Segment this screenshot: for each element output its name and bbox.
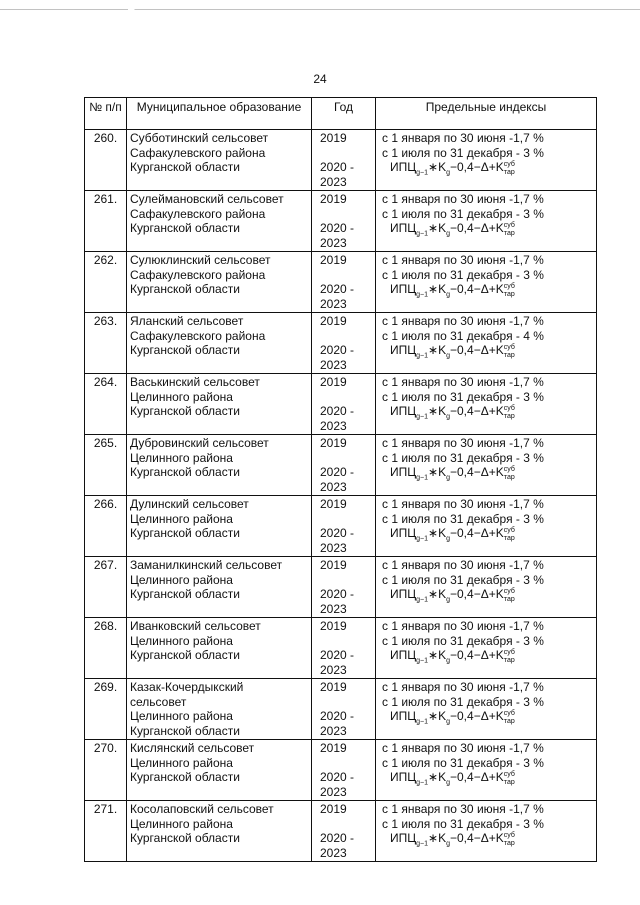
municipality-cell — [127, 130, 312, 191]
municipality-cell — [127, 496, 312, 557]
formula-mult: ∗ — [428, 282, 439, 296]
formula-k2: K — [495, 465, 504, 479]
year-cell — [312, 801, 376, 862]
year-cell — [312, 435, 376, 496]
formula-k2: K — [495, 343, 504, 357]
indices-cell — [376, 130, 597, 191]
index-first-half: с 1 января по 30 июня -1,7 % — [382, 436, 544, 450]
formula-rest: −0,4−Δ+ — [450, 221, 496, 235]
formula-k-tariff — [496, 221, 515, 239]
formula-k2: K — [495, 221, 504, 235]
formula-k2-sub: тар — [503, 474, 515, 481]
formula-k2-sub: тар — [503, 230, 515, 237]
formula-mult: ∗ — [428, 831, 439, 845]
year-first: 2019 — [320, 741, 347, 755]
formula-ipc: ИПЦ — [390, 404, 417, 418]
formula-ipc-sub: g−1 — [416, 779, 429, 787]
municipality-line: Курганской области — [130, 648, 240, 662]
municipality-cell — [127, 191, 312, 252]
index-second-half: с 1 июля по 31 декабря - 3 % — [382, 389, 544, 404]
row-number: 271. — [85, 801, 127, 862]
municipality-line: Целинного района — [130, 572, 233, 587]
row-number: 266. — [85, 496, 127, 557]
formula-ipc: ИПЦ — [390, 343, 417, 357]
index-formula — [382, 160, 593, 181]
municipality-cell — [127, 618, 312, 679]
municipality-line: Курганской области — [130, 587, 240, 601]
formula-k2-sub: тар — [503, 535, 515, 542]
indices-cell — [376, 191, 597, 252]
index-first-half: с 1 января по 30 июня -1,7 % — [382, 131, 544, 145]
formula-ipc-sub: g−1 — [416, 352, 429, 360]
indices-cell — [376, 618, 597, 679]
formula-mult: ∗ — [428, 221, 439, 235]
header-year: Год — [312, 98, 376, 130]
formula-ipc: ИПЦ — [390, 831, 417, 845]
formula-k-tariff — [496, 709, 515, 727]
formula-rest: −0,4−Δ+ — [450, 343, 496, 357]
formula-k-sub: g — [446, 169, 450, 177]
formula-ipc: ИПЦ — [390, 648, 417, 662]
formula-k2: K — [495, 404, 504, 418]
index-second-half: с 1 июля по 31 декабря - 3 % — [382, 755, 544, 770]
formula-k2-sub: тар — [503, 169, 515, 176]
formula-k2-sup: суб — [503, 832, 515, 839]
formula-mult: ∗ — [428, 404, 439, 418]
page-number: 24 — [313, 72, 327, 86]
formula-k2-sup: суб — [503, 161, 515, 168]
formula-ipc-sub: g−1 — [416, 169, 429, 177]
index-first-half: с 1 января по 30 июня -1,7 % — [382, 802, 544, 816]
municipality-line: Целинного района — [130, 709, 233, 723]
index-second-half: с 1 июля по 31 декабря - 3 % — [382, 572, 544, 587]
indices-cell — [376, 496, 597, 557]
year-cell — [312, 130, 376, 191]
formula-k-sub: g — [446, 230, 450, 238]
formula-k-sub: g — [446, 596, 450, 604]
formula-k-tariff — [496, 831, 515, 849]
formula-k-tariff — [496, 282, 515, 300]
formula-k2: K — [495, 282, 504, 296]
index-first-half: с 1 января по 30 июня -1,7 % — [382, 192, 544, 206]
formula-k2: K — [495, 160, 504, 174]
municipality-line: Целинного района — [130, 816, 233, 831]
year-first: 2019 — [320, 253, 347, 267]
formula-ipc: ИПЦ — [390, 709, 417, 723]
formula-k2: K — [495, 770, 504, 784]
formula-rest: −0,4−Δ+ — [450, 465, 496, 479]
formula-k: K — [438, 465, 447, 479]
year-first: 2019 — [320, 802, 347, 816]
formula-k2: K — [495, 526, 504, 540]
formula-k-sub: g — [446, 291, 450, 299]
formula-k: K — [438, 648, 447, 662]
municipality-line: Целинного района — [130, 633, 233, 648]
formula-ipc: ИПЦ — [390, 160, 417, 174]
municipality-line: Сафакулевского района — [130, 267, 266, 282]
row-number: 269. — [85, 679, 127, 740]
municipality-cell — [127, 801, 312, 862]
formula-k2-sub: тар — [503, 596, 515, 603]
formula-k: K — [438, 221, 447, 235]
formula-k2: K — [495, 831, 504, 845]
header-municipality: Муниципальное образование — [127, 98, 312, 130]
formula-k-tariff — [496, 465, 515, 483]
formula-ipc-sub: g−1 — [416, 596, 429, 604]
formula-k2-sup: суб — [503, 771, 515, 778]
municipality-cell — [127, 557, 312, 618]
index-second-half: с 1 июля по 31 декабря - 3 % — [382, 450, 544, 465]
formula-mult: ∗ — [428, 343, 439, 357]
municipality-line: Кислянский сельсовет — [130, 741, 255, 755]
municipality-line: Сулеймановский сельсовет — [130, 192, 284, 206]
formula-k: K — [438, 526, 447, 540]
index-formula — [382, 465, 593, 486]
index-second-half: с 1 июля по 31 декабря - 4 % — [382, 328, 544, 343]
formula-k2-sub: тар — [503, 413, 515, 420]
formula-k: K — [438, 587, 447, 601]
year-range: 2020 - 2023 — [320, 465, 355, 494]
table-row — [85, 130, 597, 191]
formula-ipc: ИПЦ — [390, 526, 417, 540]
formula-k-sub: g — [446, 352, 450, 360]
formula-ipc: ИПЦ — [390, 587, 417, 601]
formula-k2-sup: суб — [503, 222, 515, 229]
municipality-line: сельсовет — [130, 694, 187, 709]
formula-k: K — [438, 343, 447, 357]
municipality-line: Косолаповский сельсовет — [130, 802, 274, 816]
year-first: 2019 — [320, 497, 347, 511]
row-number: 270. — [85, 740, 127, 801]
year-first: 2019 — [320, 375, 347, 389]
indices-cell — [376, 374, 597, 435]
index-formula — [382, 404, 593, 425]
municipality-cell — [127, 740, 312, 801]
municipality-line: Курганской области — [130, 526, 240, 540]
index-formula — [382, 648, 593, 669]
year-range: 2020 - 2023 — [320, 221, 355, 250]
formula-mult: ∗ — [428, 587, 439, 601]
index-formula — [382, 709, 593, 730]
index-first-half: с 1 января по 30 июня -1,7 % — [382, 497, 544, 511]
table-row — [85, 313, 597, 374]
index-second-half: с 1 июля по 31 декабря - 3 % — [382, 694, 544, 709]
municipality-line: Васькинский сельсовет — [130, 375, 260, 389]
year-first: 2019 — [320, 619, 347, 633]
year-cell — [312, 374, 376, 435]
row-number: 263. — [85, 313, 127, 374]
formula-k2-sup: суб — [503, 466, 515, 473]
formula-ipc: ИПЦ — [390, 465, 417, 479]
indices-cell — [376, 435, 597, 496]
formula-ipc-sub: g−1 — [416, 718, 429, 726]
year-range: 2020 - 2023 — [320, 648, 355, 677]
municipality-line: Субботинский сельсовет — [130, 131, 269, 145]
formula-k-tariff — [496, 160, 515, 178]
municipality-line: Целинного района — [130, 389, 233, 404]
municipality-line: Курганской области — [130, 770, 240, 784]
formula-k2-sup: суб — [503, 649, 515, 656]
municipality-cell — [127, 374, 312, 435]
municipality-line: Курганской области — [130, 831, 240, 845]
municipality-cell — [127, 679, 312, 740]
index-first-half: с 1 января по 30 июня -1,7 % — [382, 680, 544, 694]
formula-k2-sup: суб — [503, 283, 515, 290]
formula-mult: ∗ — [428, 770, 439, 784]
index-first-half: с 1 января по 30 июня -1,7 % — [382, 375, 544, 389]
row-number: 268. — [85, 618, 127, 679]
index-formula — [382, 526, 593, 547]
formula-k2: K — [495, 648, 504, 662]
formula-k-tariff — [496, 770, 515, 788]
index-first-half: с 1 января по 30 июня -1,7 % — [382, 253, 544, 267]
formula-rest: −0,4−Δ+ — [450, 526, 496, 540]
formula-rest: −0,4−Δ+ — [450, 709, 496, 723]
year-first: 2019 — [320, 558, 347, 572]
index-first-half: с 1 января по 30 июня -1,7 % — [382, 619, 544, 633]
index-formula — [382, 587, 593, 608]
municipality-line: Курганской области — [130, 221, 240, 235]
formula-k2: K — [495, 709, 504, 723]
formula-k-sub: g — [446, 779, 450, 787]
municipality-line: Иванковский сельсовет — [130, 619, 261, 633]
formula-ipc-sub: g−1 — [416, 230, 429, 238]
municipality-line: Курганской области — [130, 160, 240, 174]
header-indices: Предельные индексы — [376, 98, 597, 130]
index-second-half: с 1 июля по 31 декабря - 3 % — [382, 145, 544, 160]
index-formula — [382, 831, 593, 852]
year-cell — [312, 313, 376, 374]
year-first: 2019 — [320, 680, 347, 694]
municipality-cell — [127, 435, 312, 496]
year-cell — [312, 496, 376, 557]
municipality-line: Сафакулевского района — [130, 206, 266, 221]
row-number: 264. — [85, 374, 127, 435]
year-range: 2020 - 2023 — [320, 526, 355, 555]
formula-k2-sub: тар — [503, 840, 515, 847]
formula-mult: ∗ — [428, 465, 439, 479]
formula-rest: −0,4−Δ+ — [450, 770, 496, 784]
municipality-line: Сафакулевского района — [130, 328, 266, 343]
year-cell — [312, 740, 376, 801]
formula-mult: ∗ — [428, 526, 439, 540]
formula-ipc: ИПЦ — [390, 770, 417, 784]
index-formula — [382, 770, 593, 791]
municipality-line: Сулюклинский сельсовет — [130, 253, 271, 267]
year-range: 2020 - 2023 — [320, 282, 355, 311]
municipality-line: Целинного района — [130, 511, 233, 526]
year-first: 2019 — [320, 436, 347, 450]
formula-ipc-sub: g−1 — [416, 413, 429, 421]
municipality-line: Целинного района — [130, 755, 233, 770]
formula-k2-sup: суб — [503, 344, 515, 351]
indices-cell — [376, 557, 597, 618]
formula-k-sub: g — [446, 718, 450, 726]
formula-k-tariff — [496, 648, 515, 666]
formula-k2-sup: суб — [503, 405, 515, 412]
formula-k2-sub: тар — [503, 657, 515, 664]
year-range: 2020 - 2023 — [320, 831, 355, 860]
table-header-row — [85, 98, 597, 130]
formula-k-sub: g — [446, 474, 450, 482]
formula-k: K — [438, 709, 447, 723]
formula-ipc-sub: g−1 — [416, 657, 429, 665]
row-number: 265. — [85, 435, 127, 496]
row-number: 262. — [85, 252, 127, 313]
municipality-line: Курганской области — [130, 465, 240, 479]
table-row — [85, 496, 597, 557]
formula-k-tariff — [496, 587, 515, 605]
formula-k-tariff — [496, 404, 515, 422]
formula-k2-sub: тар — [503, 352, 515, 359]
year-first: 2019 — [320, 192, 347, 206]
year-cell — [312, 679, 376, 740]
formula-k2-sup: суб — [503, 588, 515, 595]
year-cell — [312, 252, 376, 313]
row-number: 260. — [85, 130, 127, 191]
formula-k2-sub: тар — [503, 291, 515, 298]
formula-k-sub: g — [446, 657, 450, 665]
formula-rest: −0,4−Δ+ — [450, 587, 496, 601]
row-number: 267. — [85, 557, 127, 618]
table-row — [85, 801, 597, 862]
table-row — [85, 191, 597, 252]
formula-k: K — [438, 404, 447, 418]
tariff-index-table — [84, 97, 597, 862]
formula-k-tariff — [496, 526, 515, 544]
table-row — [85, 374, 597, 435]
formula-ipc-sub: g−1 — [416, 291, 429, 299]
formula-k2-sup: суб — [503, 710, 515, 717]
formula-rest: −0,4−Δ+ — [450, 648, 496, 662]
index-second-half: с 1 июля по 31 декабря - 3 % — [382, 267, 544, 282]
formula-k: K — [438, 831, 447, 845]
index-formula — [382, 343, 593, 364]
formula-mult: ∗ — [428, 648, 439, 662]
index-second-half: с 1 июля по 31 декабря - 3 % — [382, 633, 544, 648]
index-second-half: с 1 июля по 31 декабря - 3 % — [382, 511, 544, 526]
scan-top-rule — [0, 9, 640, 10]
municipality-line: Казак-Кочердыкский — [130, 680, 244, 694]
index-formula — [382, 282, 593, 303]
formula-k: K — [438, 160, 447, 174]
indices-cell — [376, 313, 597, 374]
year-range: 2020 - 2023 — [320, 404, 355, 433]
municipality-line: Сафакулевского района — [130, 145, 266, 160]
indices-cell — [376, 679, 597, 740]
year-range: 2020 - 2023 — [320, 770, 355, 799]
table-row — [85, 557, 597, 618]
table-body — [85, 130, 597, 862]
indices-cell — [376, 740, 597, 801]
index-first-half: с 1 января по 30 июня -1,7 % — [382, 314, 544, 328]
formula-k: K — [438, 282, 447, 296]
header-num: № п/п — [85, 98, 127, 130]
municipality-line: Дубровинский сельсовет — [130, 436, 269, 450]
indices-cell — [376, 252, 597, 313]
municipality-line: Целинного района — [130, 450, 233, 465]
municipality-line: Курганской области — [130, 723, 240, 738]
formula-ipc-sub: g−1 — [416, 535, 429, 543]
index-second-half: с 1 июля по 31 декабря - 3 % — [382, 816, 544, 831]
formula-ipc: ИПЦ — [390, 221, 417, 235]
year-range: 2020 - 2023 — [320, 587, 355, 616]
formula-k-sub: g — [446, 413, 450, 421]
table-row — [85, 618, 597, 679]
formula-ipc-sub: g−1 — [416, 840, 429, 848]
formula-k2-sub: тар — [503, 718, 515, 725]
municipality-line: Курганской области — [130, 404, 240, 418]
year-range: 2020 - 2023 — [320, 343, 355, 372]
year-first: 2019 — [320, 131, 347, 145]
formula-rest: −0,4−Δ+ — [450, 282, 496, 296]
table-row — [85, 740, 597, 801]
year-cell — [312, 618, 376, 679]
table-row — [85, 252, 597, 313]
year-cell — [312, 191, 376, 252]
formula-k2: K — [495, 587, 504, 601]
municipality-line: Курганской области — [130, 282, 240, 296]
formula-rest: −0,4−Δ+ — [450, 404, 496, 418]
indices-cell — [376, 801, 597, 862]
formula-rest: −0,4−Δ+ — [450, 831, 496, 845]
municipality-line: Курганской области — [130, 343, 240, 357]
formula-k: K — [438, 770, 447, 784]
year-range: 2020 - 2023 — [320, 709, 355, 738]
year-range: 2020 - 2023 — [320, 160, 355, 189]
table-row — [85, 435, 597, 496]
index-second-half: с 1 июля по 31 декабря - 3 % — [382, 206, 544, 221]
formula-k-sub: g — [446, 840, 450, 848]
formula-rest: −0,4−Δ+ — [450, 160, 496, 174]
year-first: 2019 — [320, 314, 347, 328]
municipality-line: Дулинский сельсовет — [130, 497, 249, 511]
formula-k2-sub: тар — [503, 779, 515, 786]
municipality-line: Заманилкинский сельсовет — [130, 558, 283, 572]
formula-ipc-sub: g−1 — [416, 474, 429, 482]
table-row — [85, 679, 597, 740]
formula-k2-sup: суб — [503, 527, 515, 534]
formula-ipc: ИПЦ — [390, 282, 417, 296]
index-formula — [382, 221, 593, 242]
formula-k-sub: g — [446, 535, 450, 543]
row-number: 261. — [85, 191, 127, 252]
formula-mult: ∗ — [428, 160, 439, 174]
index-first-half: с 1 января по 30 июня -1,7 % — [382, 558, 544, 572]
year-cell — [312, 557, 376, 618]
formula-mult: ∗ — [428, 709, 439, 723]
municipality-cell — [127, 313, 312, 374]
municipality-cell — [127, 252, 312, 313]
index-first-half: с 1 января по 30 июня -1,7 % — [382, 741, 544, 755]
municipality-line: Яланский сельсовет — [130, 314, 244, 328]
formula-k-tariff — [496, 343, 515, 361]
